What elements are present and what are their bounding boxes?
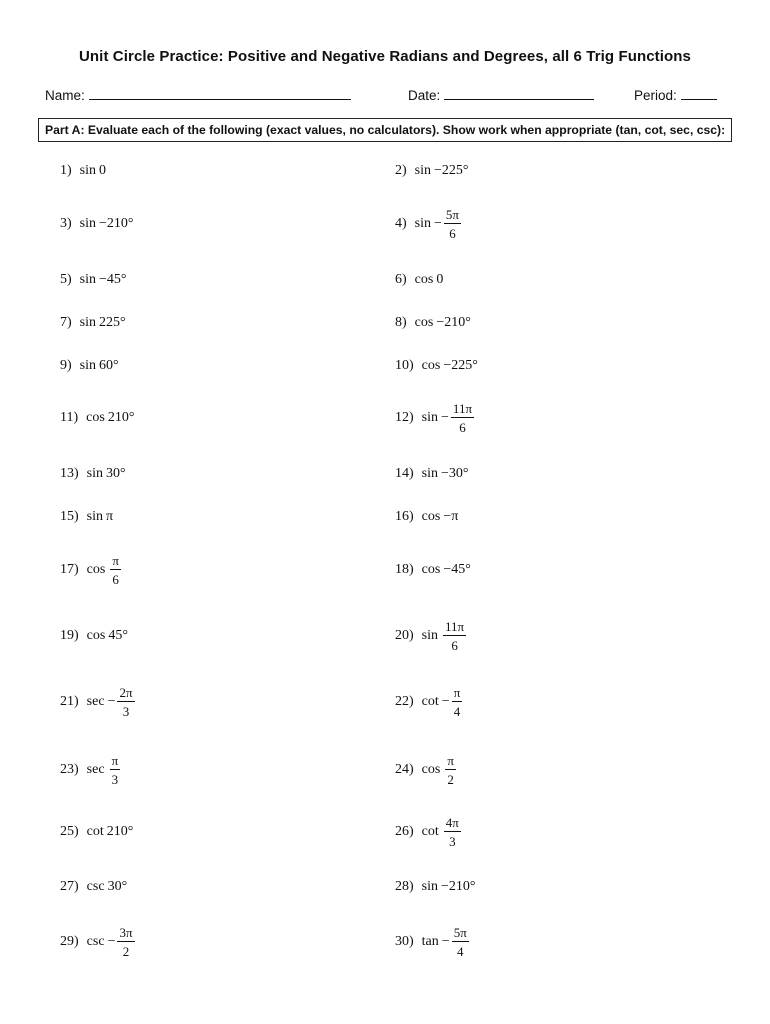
angle-argument: −225° [443, 358, 478, 373]
problem-20 [395, 619, 466, 653]
trig-function: sin [86, 509, 104, 524]
fraction-argument [452, 925, 469, 959]
problem-17 [60, 553, 121, 587]
problem-number: 26) [395, 824, 414, 839]
problem-number: 11) [60, 410, 79, 425]
trig-function: cot [86, 824, 104, 839]
angle-argument: 45° [108, 628, 128, 643]
angle-argument: −30° [441, 466, 469, 481]
problem-6 [395, 272, 443, 288]
fraction-numerator: 3π [119, 925, 133, 940]
problem-24 [395, 753, 456, 787]
negative-sign: − [441, 934, 450, 949]
problem-number: 7) [60, 315, 72, 330]
fraction-numerator: π [112, 553, 119, 568]
trig-function: cos [86, 628, 106, 643]
trig-function: cos [414, 315, 434, 330]
fraction-numerator: 11π [452, 401, 473, 416]
fraction-numerator: π [447, 753, 454, 768]
problem-25 [60, 824, 133, 840]
problem-7 [60, 315, 126, 331]
problem-30 [395, 925, 469, 959]
date-blank[interactable] [444, 86, 594, 100]
problem-number: 4) [395, 216, 407, 231]
problem-16 [395, 509, 458, 525]
fraction-argument [117, 925, 134, 959]
problem-number: 29) [60, 934, 79, 949]
problem-3 [60, 216, 134, 232]
fraction-argument [110, 553, 121, 587]
trig-function: sin [79, 358, 97, 373]
problem-number: 14) [395, 466, 414, 481]
problem-number: 30) [395, 934, 414, 949]
fraction-denominator: 6 [459, 420, 466, 435]
period-blank[interactable] [681, 86, 717, 100]
problem-15 [60, 509, 113, 525]
problem-29 [60, 925, 135, 959]
period-field[interactable] [634, 86, 717, 103]
trig-function: tan [421, 934, 439, 949]
trig-function: sin [79, 163, 97, 178]
problem-23 [60, 753, 120, 787]
angle-argument: 210° [107, 410, 135, 425]
name-blank[interactable] [89, 86, 351, 100]
negative-sign: − [434, 216, 442, 231]
problem-13 [60, 466, 126, 482]
angle-argument: 60° [99, 358, 119, 373]
trig-function: sin [79, 272, 97, 287]
angle-argument: −π [443, 509, 459, 524]
problem-22 [395, 685, 462, 719]
trig-function: cot [421, 824, 439, 839]
problem-21 [60, 685, 135, 719]
fraction-argument [444, 815, 461, 849]
fraction-denominator: 6 [112, 572, 119, 587]
problem-number: 18) [395, 562, 414, 577]
trig-function: cos [421, 358, 441, 373]
negative-sign: − [441, 410, 449, 425]
period-label: Period: [634, 88, 677, 103]
fraction-denominator: 6 [449, 226, 456, 241]
trig-function: sin [86, 466, 104, 481]
fraction-numerator: 4π [445, 815, 459, 830]
problem-5 [60, 272, 127, 288]
fraction-argument [117, 685, 134, 719]
negative-sign: − [107, 934, 116, 949]
problem-8 [395, 315, 471, 331]
problem-14 [395, 466, 469, 482]
angle-argument: π [106, 509, 114, 524]
problem-27 [60, 879, 127, 895]
name-field[interactable] [45, 86, 351, 103]
trig-function: cos [421, 562, 441, 577]
angle-argument: −45° [443, 562, 471, 577]
fraction-argument [110, 753, 121, 787]
trig-function: sin [421, 879, 439, 894]
angle-argument: 210° [106, 824, 134, 839]
problem-4 [395, 207, 461, 241]
fraction-argument [452, 685, 463, 719]
trig-function: cot [421, 694, 439, 709]
angle-argument: 225° [99, 315, 126, 330]
problem-number: 27) [60, 879, 79, 894]
trig-function: sin [79, 216, 97, 231]
problem-28 [395, 879, 476, 895]
trig-function: csc [86, 879, 105, 894]
fraction-numerator: 5π [445, 207, 459, 222]
part-a-instructions: Part A: Evaluate each of the following (exact values, no calculators). Show work when appropriate (tan, cot, sec, csc): [38, 118, 732, 142]
trig-function: sec [86, 694, 105, 709]
angle-argument: −210° [99, 216, 134, 231]
trig-function: sin [79, 315, 97, 330]
problem-number: 28) [395, 879, 414, 894]
trig-function: cos [86, 562, 106, 577]
problem-26 [395, 815, 461, 849]
angle-argument: 0 [99, 163, 107, 178]
fraction-denominator: 3 [111, 772, 119, 787]
problem-number: 8) [395, 315, 407, 330]
fraction-numerator: π [453, 685, 461, 700]
angle-argument: −225° [434, 163, 469, 178]
fraction-numerator: π [111, 753, 119, 768]
problem-number: 17) [60, 562, 79, 577]
problem-number: 5) [60, 272, 72, 287]
problem-number: 15) [60, 509, 79, 524]
problem-number: 21) [60, 694, 79, 709]
trig-function: sin [414, 216, 432, 231]
problem-10 [395, 358, 478, 374]
problem-number: 1) [60, 163, 72, 178]
fraction-numerator: 5π [453, 925, 467, 940]
trig-function: cos [414, 272, 434, 287]
fraction-numerator: 11π [445, 619, 465, 634]
problem-number: 19) [60, 628, 79, 643]
problem-number: 12) [395, 410, 414, 425]
negative-sign: − [441, 694, 450, 709]
fraction-denominator: 2 [447, 772, 454, 787]
trig-function: sin [414, 163, 432, 178]
date-field[interactable] [408, 86, 594, 103]
fraction-denominator: 4 [456, 944, 464, 959]
angle-argument: 30° [106, 466, 126, 481]
problem-number: 23) [60, 762, 79, 777]
fraction-denominator: 2 [122, 944, 130, 959]
problem-12 [395, 401, 474, 435]
problem-1 [60, 163, 106, 179]
trig-function: cos [86, 410, 105, 425]
problem-number: 6) [395, 272, 407, 287]
fraction-denominator: 3 [449, 834, 456, 849]
problem-number: 16) [395, 509, 414, 524]
problem-number: 10) [395, 358, 414, 373]
fraction-denominator: 3 [122, 704, 130, 719]
angle-argument: 0 [436, 272, 444, 287]
date-label: Date: [408, 88, 441, 103]
trig-function: sec [86, 762, 105, 777]
fraction-argument [445, 753, 456, 787]
problem-number: 2) [395, 163, 407, 178]
fraction-numerator: 2π [119, 685, 133, 700]
negative-sign: − [107, 694, 116, 709]
problem-number: 13) [60, 466, 79, 481]
angle-argument: −45° [99, 272, 127, 287]
trig-function: sin [421, 628, 439, 643]
name-label: Name: [45, 88, 85, 103]
trig-function: sin [421, 410, 439, 425]
fraction-denominator: 4 [453, 704, 461, 719]
angle-argument: −210° [441, 879, 476, 894]
angle-argument: −210° [436, 315, 471, 330]
fraction-denominator: 6 [451, 638, 458, 653]
fraction-argument [443, 619, 466, 653]
trig-function: cos [421, 509, 441, 524]
problem-number: 3) [60, 216, 72, 231]
problem-9 [60, 358, 119, 374]
problem-19 [60, 628, 128, 644]
problem-number: 24) [395, 762, 414, 777]
problem-number: 25) [60, 824, 79, 839]
angle-argument: 30° [107, 879, 128, 894]
worksheet-title: Unit Circle Practice: Positive and Negative Radians and Degrees, all 6 Trig Functions [78, 48, 691, 65]
problem-18 [395, 562, 471, 578]
problem-11 [60, 410, 134, 426]
problem-number: 9) [60, 358, 72, 373]
fraction-argument [451, 401, 474, 435]
trig-function: csc [86, 934, 105, 949]
trig-function: sin [421, 466, 439, 481]
problem-number: 22) [395, 694, 414, 709]
problem-2 [395, 163, 469, 179]
problem-number: 20) [395, 628, 414, 643]
fraction-argument [444, 207, 461, 241]
trig-function: cos [421, 762, 441, 777]
